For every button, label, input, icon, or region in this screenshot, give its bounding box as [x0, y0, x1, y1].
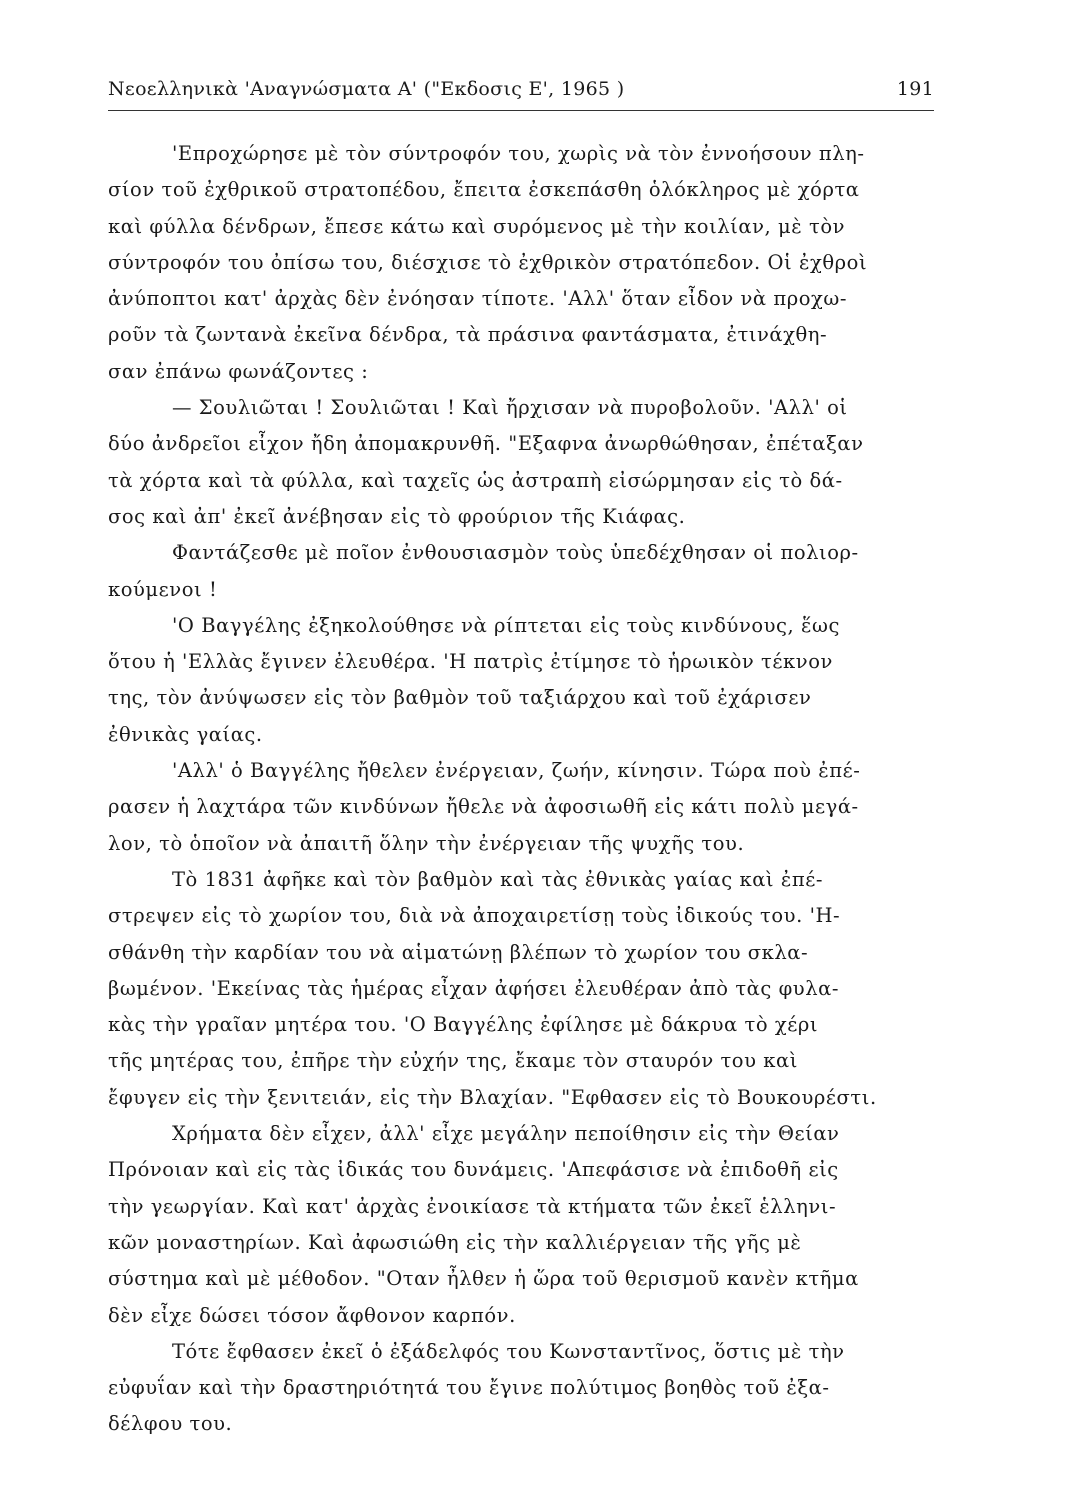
header-rule — [108, 110, 934, 111]
text-line: ὅτου ἡ 'Ελλὰς ἔγινεν ἐλευθέρα. 'Η πατρὶς ἐτίμησε τὸ ἡρωικὸν τέκνον — [108, 650, 833, 674]
text-line: κούμενοι ! — [108, 577, 218, 601]
text-line: 'Επροχώρησε μὲ τὸν σύντροφόν του, χωρὶς νὰ τὸν ἐννοήσουν πλη- — [172, 142, 865, 165]
text-line: δέλφου του. — [108, 1412, 233, 1436]
text-line: Χρήματα δὲν εἶχεν, ἀλλ' εἶχε μεγάλην πεποίθησιν εἰς τὴν Θείαν — [172, 1122, 840, 1146]
text-line: Πρόνοιαν καὶ εἰς τὰς ἰδικάς του δυνάμεις. 'Απεφάσισε νὰ ἐπιδοθῆ εἰς — [108, 1158, 839, 1182]
text-line: τὴν γεωργίαν. Καὶ κατ' ἀρχὰς ἐνοικίασε τὰ κτήματα τῶν ἐκεῖ ἑλληνι- — [108, 1194, 837, 1218]
text-line: κῶν μοναστηρίων. Καὶ ἀφωσιώθη εἰς τὴν καλλιέργειαν τῆς γῆς μὲ — [108, 1230, 802, 1254]
text-line: ἀνύποπτοι κατ' ἀρχὰς δὲν ἐνόησαν τίποτε. 'Αλλ' ὅταν εἶδον νὰ προχω- — [108, 287, 848, 311]
text-line: 'Αλλ' ὁ Βαγγέλης ἤθελεν ἐνέργειαν, ζωήν, κίνησιν. Τώρα ποὺ ἐπέ- — [172, 759, 861, 783]
text-line: ροῦν τὰ ζωντανὰ ἐκεῖνα δένδρα, τὰ πράσινα φαντάσματα, ἐτινάχθη- — [108, 323, 828, 347]
text-line: καὶ φύλλα δένδρων, ἔπεσε κάτω καὶ συρόμενος μὲ τὴν κοιλίαν, μὲ τὸν — [108, 214, 846, 238]
text-line: κὰς τὴν γραῖαν μητέρα του. 'Ο Βαγγέλης ἐφίλησε μὲ δάκρυα τὸ χέρι — [108, 1013, 819, 1037]
text-line: σίον τοῦ ἐχθρικοῦ στρατοπέδου, ἔπειτα ἐσκεπάσθη ὁλόκληρος μὲ χόρτα — [108, 178, 860, 202]
text-line: Τότε ἔφθασεν ἐκεῖ ὁ ἐξάδελφός του Κωνσταντῖνος, ὅστις μὲ τὴν — [172, 1339, 845, 1363]
text-line: βωμένον. 'Εκείνας τὰς ἡμέρας εἶχαν ἀφήσει ἐλευθέραν ἀπὸ τὰς φυλα- — [108, 976, 839, 1000]
running-head — [108, 78, 934, 100]
text-line: — Σουλιῶται ! Σουλιῶται ! Καὶ ἤρχισαν νὰ πυροβολοῦν. 'Αλλ' οἱ — [172, 396, 848, 420]
text-line: της, τὸν ἀνύψωσεν εἰς τὸν βαθμὸν τοῦ ταξιάρχου καὶ τοῦ ἐχάρισεν — [108, 686, 812, 710]
text-line: τῆς μητέρας του, ἐπῆρε τὴν εὐχήν της, ἔκαμε τὸν σταυρόν του καὶ — [108, 1049, 798, 1073]
page-number: 191 — [896, 78, 934, 100]
body-text — [108, 136, 934, 1443]
text-line: δύο ἀνδρεῖοι εἶχον ἤδη ἀπομακρυνθῆ. "Εξαφνα ἀνωρθώθησαν, ἐπέταξαν — [108, 432, 864, 456]
text-line: εὐφυΐαν καὶ τὴν δραστηριότητά του ἔγινε πολύτιμος βοηθὸς τοῦ ἐξα- — [108, 1376, 830, 1400]
text-line: δὲν εἶχε δώσει τόσον ἄφθονον καρπόν. — [108, 1303, 516, 1327]
text-line: 'Ο Βαγγέλης ἐξηκολούθησε νὰ ρίπτεται εἰς τοὺς κινδύνους, ἕως — [172, 613, 840, 637]
text-line: στρεψεν εἰς τὸ χωρίον του, διὰ νὰ ἀποχαιρετίσῃ τοὺς ἰδικούς του. 'Η- — [108, 904, 841, 928]
text-line: τὰ χόρτα καὶ τὰ φύλλα, καὶ ταχεῖς ὡς ἀστραπὴ εἰσώρμησαν εἰς τὸ δά- — [108, 468, 843, 492]
book-title: Νεοελληνικὰ 'Αναγνώσματα Α' ("Εκδοσις Ε', 1965 ) — [108, 78, 625, 100]
text-line: σθάνθη τὴν καρδίαν του νὰ αἱματώνῃ βλέπων τὸ χωρίον του σκλα- — [108, 940, 809, 964]
text-line: σύστημα καὶ μὲ μέθοδον. "Οταν ἦλθεν ἡ ὥρα τοῦ θερισμοῦ κανὲν κτῆμα — [108, 1267, 859, 1291]
text-line: σος καὶ ἀπ' ἐκεῖ ἀνέβησαν εἰς τὸ φρούριον τῆς Κιάφας. — [108, 504, 686, 528]
text-line: ρασεν ἡ λαχτάρα τῶν κινδύνων ἤθελε νὰ ἀφοσιωθῆ εἰς κάτι πολὺ μεγά- — [108, 795, 859, 819]
text-line: σύντροφόν του ὀπίσω του, διέσχισε τὸ ἐχθρικὸν στρατόπεδον. Οἱ ἐχθροὶ — [108, 250, 868, 274]
text-line: Φαντάζεσθε μὲ ποῖον ἐνθουσιασμὸν τοὺς ὑπεδέχθησαν οἱ πολιορ- — [172, 541, 859, 565]
text-line: σαν ἐπάνω φωνάζοντες : — [108, 359, 369, 383]
text-line: Τὸ 1831 ἀφῆκε καὶ τὸν βαθμὸν καὶ τὰς ἐθνικὰς γαίας καὶ ἐπέ- — [172, 867, 824, 891]
text-line: ἐθνικὰς γαίας. — [108, 722, 263, 746]
text-line: λον, τὸ ὁποῖον νὰ ἀπαιτῆ ὅλην τὴν ἐνέργειαν τῆς ψυχῆς του. — [108, 831, 745, 855]
text-line: ἔφυγεν εἰς τὴν ξενιτειάν, εἰς τὴν Βλαχίαν. "Εφθασεν εἰς τὸ Βουκουρέστι. — [108, 1085, 877, 1109]
